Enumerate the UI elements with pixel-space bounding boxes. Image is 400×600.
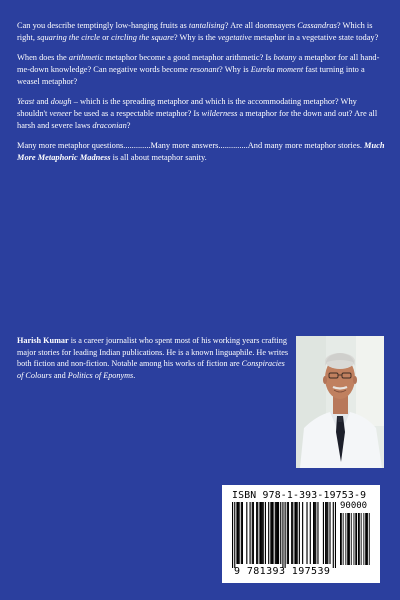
text-run: ? Why is the	[173, 32, 218, 42]
text-run: be used as a respectable metaphor? Is	[71, 108, 202, 118]
blurb-paragraph-2	[17, 52, 385, 87]
barcode-bar	[285, 502, 286, 568]
text-run: or	[99, 32, 112, 42]
author-portrait-image	[296, 336, 384, 468]
price-barcode-bar	[358, 513, 360, 565]
barcode-bar	[333, 502, 334, 568]
barcode-bar	[262, 502, 263, 564]
barcode-bar	[310, 502, 311, 564]
barcode-bar	[317, 502, 318, 564]
barcode-bar	[246, 502, 247, 564]
barcode-bar	[278, 502, 279, 564]
barcode-bar	[295, 502, 296, 564]
text-run: Eureka moment	[250, 64, 304, 74]
text-run: metaphor become a good metaphor arithmetic? Is	[103, 53, 274, 63]
barcode-bar	[276, 502, 277, 564]
price-barcode-bars	[340, 513, 372, 565]
price-barcode-bar	[365, 513, 368, 565]
barcode-bar	[335, 502, 336, 568]
text-run: ? Why is	[219, 64, 251, 74]
text-run: ? Are all doomsayers	[224, 21, 298, 30]
text-run: resonant	[190, 64, 220, 74]
barcode-bar	[265, 502, 266, 564]
price-barcode-bar	[354, 513, 355, 565]
text-run: Yeast	[17, 96, 35, 106]
price-barcode-bar	[363, 513, 364, 565]
barcode-bar	[282, 502, 283, 568]
text-run: a metaphor for the down and out? Are all harsh and severe laws	[17, 108, 378, 130]
text-run: When does the	[17, 53, 69, 63]
price-barcode-bar	[351, 513, 352, 565]
text-run: Much More Metaphoric Madness	[17, 140, 385, 162]
barcode-bar	[239, 502, 240, 564]
text-run: a metaphor for all hand-me-down knowledge? Can negative words become	[17, 53, 380, 74]
barcode-bar	[280, 502, 281, 564]
price-barcode-bar	[343, 513, 344, 565]
text-run: squaring the circle	[37, 32, 100, 42]
barcode-bar	[250, 502, 251, 564]
barcode-bar	[234, 502, 235, 568]
barcode-bar	[297, 502, 298, 564]
ean-barcode-bars	[232, 502, 336, 568]
price-code: 90000	[340, 501, 368, 511]
barcode-bar	[237, 502, 238, 564]
text-run: fast turning into a weasel metaphor?	[17, 64, 365, 86]
price-barcode-bar	[369, 513, 370, 565]
text-run: Politics of Eponyms	[67, 370, 134, 380]
text-run: circling the square	[111, 32, 174, 42]
price-barcode-bar	[345, 513, 346, 565]
barcode-bar	[329, 502, 330, 564]
barcode-bar	[306, 502, 307, 564]
author-photo	[296, 336, 384, 468]
barcode-bar	[275, 502, 276, 564]
text-run: and	[34, 96, 51, 106]
barcode-bar	[327, 502, 328, 564]
barcode-bar	[299, 502, 300, 564]
text-run: ? Which is right,	[17, 21, 373, 42]
text-run: – which is the spreading metaphor and which is the accommodating metaphor? Why shouldn't	[17, 96, 357, 118]
price-barcode-bar	[347, 513, 350, 565]
text-run: dough	[50, 96, 72, 106]
barcode-bar	[256, 502, 257, 564]
isbn-label: ISBN 978-1-393-19753-9	[232, 490, 367, 501]
text-run: wilderness	[201, 108, 238, 118]
barcode-bar	[273, 502, 274, 564]
text-run: .	[133, 370, 136, 380]
author-bio	[17, 335, 289, 381]
barcode-bar	[253, 502, 254, 564]
barcode-bar	[242, 502, 243, 564]
barcode-bar	[313, 502, 314, 564]
blurb-paragraph-4	[17, 140, 385, 164]
barcode-bar	[292, 502, 293, 564]
barcode-bar	[260, 502, 261, 564]
isbn-barcode	[222, 485, 380, 583]
blurb-paragraph-1	[17, 20, 385, 44]
barcode-bar	[277, 502, 278, 564]
price-barcode-bar	[355, 513, 357, 565]
text-run: metaphor in a vegetative state today?	[251, 32, 379, 42]
barcode-bar	[271, 502, 272, 564]
price-barcode-bar	[340, 513, 342, 565]
text-run: Can you describe temptingly low-hanging fruits as	[17, 21, 189, 30]
text-run: Cassandras	[297, 21, 337, 30]
text-run: veneer	[49, 108, 72, 118]
barcode-bar	[257, 502, 258, 564]
text-run: tantalising	[188, 21, 225, 30]
barcode-bar	[288, 502, 289, 564]
text-run: ?	[126, 120, 131, 130]
barcode-bar	[291, 502, 292, 564]
barcode-bar	[323, 502, 324, 564]
barcode-bar	[270, 502, 271, 564]
barcode-bar	[294, 502, 295, 564]
text-run: botany	[273, 53, 297, 63]
barcode-bar	[326, 502, 327, 564]
barcode-bar	[314, 502, 315, 564]
text-run: arithmetic	[68, 53, 104, 63]
text-run: draconian	[92, 120, 127, 130]
barcode-bar	[268, 502, 269, 564]
text-run: Many more metaphor questions.............Many more answers..............And many more metaphor stories.	[17, 140, 365, 150]
price-barcode-bar	[361, 513, 362, 565]
barcode-bar	[252, 502, 253, 564]
barcode-bar	[259, 502, 260, 564]
blurb-paragraph-3	[17, 96, 385, 131]
barcode-bar	[241, 502, 242, 564]
barcode-bar	[232, 502, 233, 568]
text-run: and	[51, 370, 68, 380]
text-run: is all about metaphor sanity.	[110, 152, 207, 162]
barcode-bar	[263, 502, 264, 564]
text-run: is a career journalist who spent most of his working years crafting major stories for leading Indian publications. He is a known linguaphile. He writes both fiction and non-fiction. Notable among his works of fiction are	[17, 336, 289, 369]
text-run: vegetative	[217, 32, 252, 42]
barcode-bar	[315, 502, 316, 564]
text-run: Conspiracies of Colours	[17, 359, 285, 380]
ean-digits: 9 781393 197539	[234, 566, 331, 577]
blurb	[17, 20, 385, 172]
barcode-bar	[236, 502, 237, 564]
barcode-bar	[302, 502, 303, 564]
text-run: Harish Kumar	[17, 336, 69, 345]
barcode-bar	[287, 502, 288, 564]
barcode-bar	[325, 502, 326, 564]
